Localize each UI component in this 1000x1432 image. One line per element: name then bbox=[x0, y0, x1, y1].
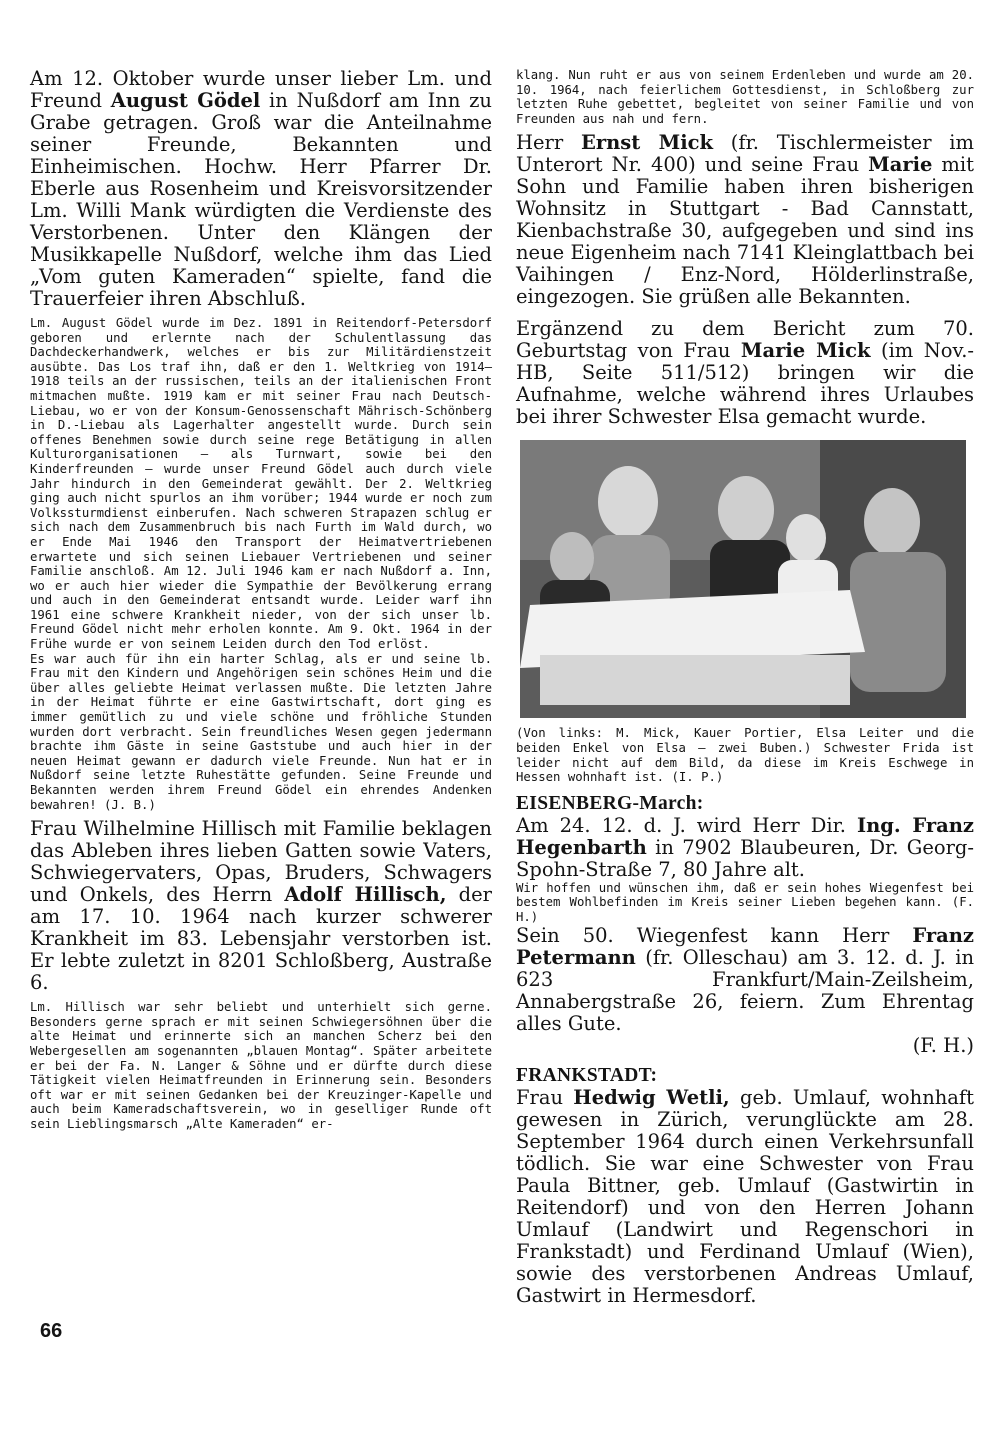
family-photo bbox=[520, 440, 966, 718]
goedel-bio: Lm. August Gödel wurde im Dez. 1891 in Reitendorf-Petersdorf geboren und erlernte nach der Schulentlassung das Dachdeckerhandwerk, welches er bis zur Militärdienstzeit ausübte. Das Los traf ihn, daß er den 1. Weltkrieg von 1914—1918 teils an der russischen, teils an der italienischen Front mitmachen mußte. 1919 kam er mit seiner Frau nach Deutsch-Liebau, wo er von der Konsum-Genossenschaft Mährisch-Schönberg in D.-Liebau als Lagerhalter angestellt wurde. Durch sein offenes Benehmen sowie durch seine rege Betätigung in allen Kulturorganisationen — als Turnwart, sowie bei den Kinderfreunden — wurde unser Freund Gödel auch durch viele Jahr hindurch in den Gemeinderat gewählt. Der 2. Weltkrieg ging auch nicht spurlos an ihm vorüber; 1944 wurde er noch zum Volkssturmdienst einberufen. Nach schweren Strapazen schlug er sich nach dem Zusammenbruch bis nach Furth im Wald durch, wo er Ende Mai 1946 den Transport der Heimatvertriebenen erwartete und sich seinen Liebauer Vertriebenen und seiner Familie anschloß. Am 12. Juli 1946 kam er nach Nußdorf a. Inn, wo er auch hier wieder die Sympathie der Bevölkerung errang und auch in den Gemeinderat entsandt wurde. Leider warf ihn 1961 eine schwere Krankheit nieder, von der sich unser lb. Freund Gödel nicht mehr erholen konnte. Am 9. Okt. 1964 in der Frühe wurde er von seinem Leiden durch den Tod erlöst. bbox=[30, 316, 492, 652]
mick-move bbox=[516, 132, 974, 308]
text: Am 12. Oktober wurde unser lieber Lm. und Freund bbox=[30, 67, 492, 112]
text: der am 17. 10. 1964 nach kurzer schwerer Krankheit im 83. Lebensjahr verstorben ist. Er lebte zuletzt in 8201 Schloßberg, Austraße 6. bbox=[30, 883, 493, 995]
text: Am 24. 12. d. J. wird Herr Dir. bbox=[516, 813, 857, 837]
text: Herr bbox=[516, 131, 581, 155]
name-bold: Marie Mick bbox=[740, 339, 871, 363]
text: Frau Wilhelmine Hillisch mit Familie beklagen das Ableben ihres lieben Gatten sowie Vaters, Schwiegervaters, Opas, Bruders, Schwagers und Onkels, des Herrn bbox=[30, 817, 492, 907]
eisenberg-signature: (F. H.) bbox=[912, 1033, 974, 1057]
frankstadt-wetli bbox=[516, 1087, 974, 1307]
hillisch-detail: Lm. Hillisch war sehr beliebt und unterhielt sich gerne. Besonders gerne sprach er mit seinen Schwiegersöhnen über die alte Heimat und erinnerte sich an manchen Scherz bei den Webergesellen am sogenannten „blauen Montag“. Später arbeitete er bei der Fa. N. Langer & Söhne und er dürfte durch diese Tätigkeit vielen Heimatfreunden in Erinnerung sein. Besonders oft war er mit seinen Gedanken bei der Kreuzinger-Kapelle und auch beim Kameradschaftsverein, wo in geselliger Runde oft sein Lieblingsmarsch „Alte Kameraden“ er- bbox=[30, 1000, 492, 1131]
eisenberg-petermann bbox=[516, 925, 974, 1035]
name-bold: Franz Petermann bbox=[516, 923, 974, 969]
name-bold: August Gödel bbox=[110, 89, 261, 112]
eisenberg-heading: EISENBERG-March: bbox=[516, 792, 704, 814]
text: Frau bbox=[516, 1085, 574, 1109]
goedel-intro bbox=[30, 68, 492, 310]
text: (im Nov.-HB, Seite 511/512) bringen wir die Aufnahme, welche während ihres Urlaubes bei ihrer Schwester Elsa gemacht wurde. bbox=[516, 339, 974, 429]
text: in Nußdorf am Inn zu Grabe getragen. Groß war die Anteilnahme seiner Freunde, Bekannten und Einheimischen. Hochw. Herr Pfarrer Dr. Eberle aus Rosenheim und Kreisvorsitzender Lm. Willi Mank würdigten die Verdienste des Verstorbenen. Unter den Klängen der Musikkapelle Nußdorf, welche ihm das Lied „Vom guten Kameraden“ spielte, fand die Trauerfeier ihren Abschluß. bbox=[30, 89, 492, 310]
name-bold: Ernst Mick bbox=[580, 131, 713, 155]
text: (fr. Olleschau) am 3. 12. d. J. in 623 Frankfurt/Main-Zeilsheim, Annabergstraße 26, feiern. Zum Ehrentag alles Gute. bbox=[516, 945, 974, 1035]
text: Ergänzend zu dem Bericht zum 70. Geburtstag von Frau bbox=[516, 317, 974, 363]
text: mit Sohn und Familie haben ihren bisherigen Wohnsitz in Stuttgart - Bad Cannstatt, Kienbachstraße 30, aufgegeben und sind ins neue Eigenheim nach 7141 Kleinglattbach bei Vaihingen / Enz-Nord, Hölderlinstraße, eingezogen. Sie grüßen alle Bekannten. bbox=[516, 153, 974, 309]
eisenberg-wish: Wir hoffen und wünschen ihm, daß er sein hohes Wiegenfest bei bestem Wohlbefinden im Kreis seiner Lieben begehen kann. (F. H.) bbox=[516, 880, 974, 924]
photo-caption: (Von links: M. Mick, Kauer Portier, Elsa Leiter und die beiden Enkel von Elsa — zwei Buben.) Schwester Frida ist leider nicht auf dem Bild, da diese im Kreis Eschwege in Hessen wohnhaft ist. (I. P.) bbox=[516, 726, 974, 785]
text: in 7902 Blaubeuren, Dr. Georg-Spohn-Straße 7, 80 Jahre alt. bbox=[516, 835, 974, 881]
family-photo-illustration bbox=[520, 440, 966, 718]
text: geb. Umlauf, wohnhaft gewesen in Zürich, verunglückte am 28. September 1964 durch einen Verkehrsunfall tödlich. Sie war eine Schwester von Frau Paula Bittner, geb. Umlauf (Gastwirtin in Reitendorf) und von den Herren Johann Umlauf (Landwirt und Regenschori in Frankstadt) und Ferdinand Umlauf (Wien), sowie des verstorbenen Andreas Umlauf, Gastwirt in Hermesdorf. bbox=[516, 1085, 974, 1307]
left-column bbox=[30, 68, 492, 1132]
name-bold: Adolf Hillisch, bbox=[284, 883, 447, 907]
mick-birthday bbox=[516, 318, 974, 428]
frankstadt-heading: FRANKSTADT: bbox=[516, 1064, 658, 1086]
text: Sein 50. Wiegenfest kann Herr bbox=[516, 923, 913, 947]
name-bold: Hedwig Wetli, bbox=[573, 1085, 730, 1109]
name-bold: Ing. Franz Hegenbarth bbox=[516, 813, 974, 859]
text: (fr. Tischlermeister im Unterort Nr. 400) und seine Frau bbox=[516, 131, 974, 177]
name-bold: Marie bbox=[868, 153, 933, 177]
hillisch-intro bbox=[30, 818, 492, 994]
eisenberg-hegenbarth bbox=[516, 815, 974, 881]
page-number: 66 bbox=[40, 1320, 63, 1342]
goedel-family: Es war auch für ihn ein harter Schlag, als er und seine lb. Frau mit den Kindern und Angehörigen sein schönes Heim und die über alles geliebte Heimat verlassen mußte. Die letzten Jahre in der Heimat führte er eine Gastwirtschaft, dort ging es immer gemütlich zu und viele schöne und fröhliche Stunden wurden dort verbracht. Sein freundliches Wesen gegen jedermann brachte ihm Gäste in seine Gaststube und auch hier in der neuen Heimat gewann er dadurch viele Freunde. Nun hat er in Nußdorf seine letzte Ruhestätte gefunden. Seine Freunde und Bekannten werden ihrem Freund Gödel ein ehrendes Andenken bewahren! (J. B.) bbox=[30, 651, 492, 812]
hillisch-end: klang. Nun ruht er aus von seinem Erdenleben und wurde am 20. 10. 1964, nach feierlichem Gottesdienst, in Schloßberg zur letzten Ruhe gebettet, begleitet von seiner Familie und von Freunden aus nah und fern. bbox=[516, 68, 974, 126]
right-column bbox=[516, 68, 974, 1307]
